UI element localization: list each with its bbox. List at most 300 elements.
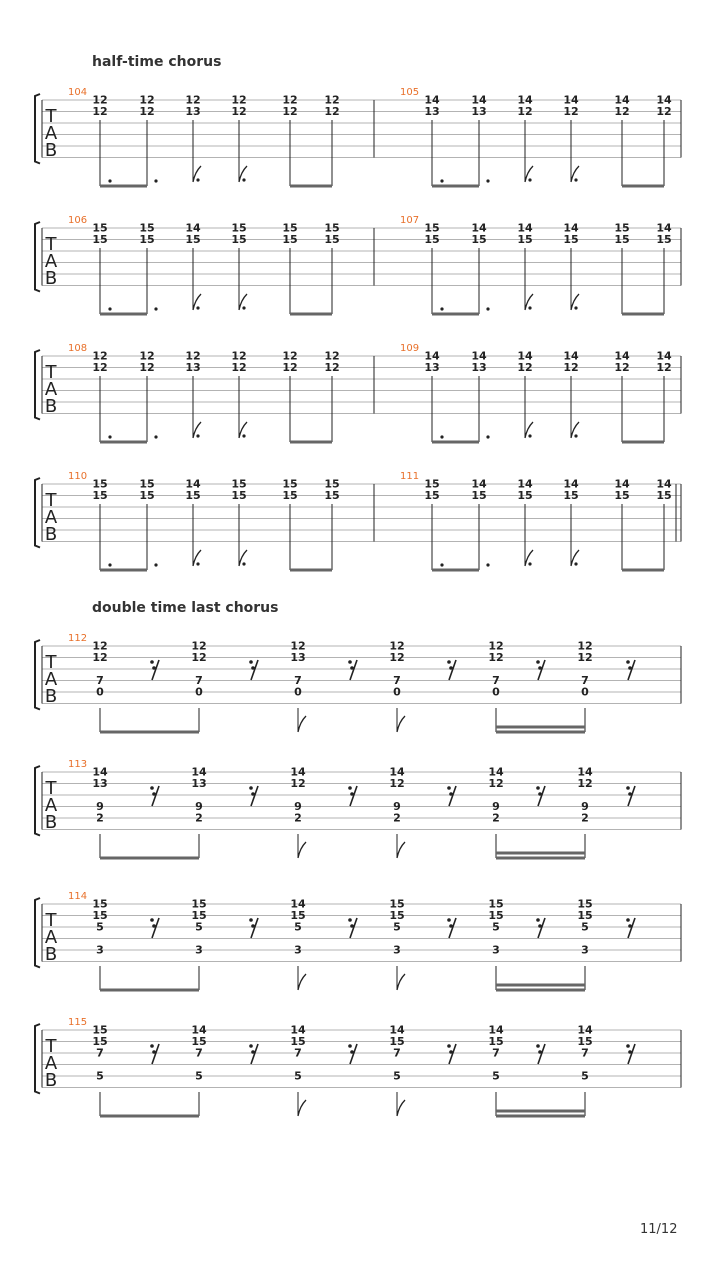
fret-number: 12: [92, 349, 108, 363]
dotted-note-dot: [242, 306, 245, 309]
fret-number: 2: [294, 811, 302, 825]
fret-number: 14: [389, 765, 405, 779]
note-flag: [397, 842, 405, 858]
fret-number: 12: [517, 105, 533, 118]
fret-number: 14: [614, 349, 630, 363]
fret-number: 15: [282, 477, 298, 491]
fret-number: 12: [614, 105, 630, 118]
section-title-double-time: double time last chorus: [92, 600, 279, 616]
fret-number: 12: [139, 105, 155, 118]
fret-number: 15: [185, 233, 201, 246]
fret-number: 15: [92, 1035, 108, 1048]
tab-system: [35, 759, 681, 858]
fret-number: 12: [185, 349, 201, 363]
fret-number: 12: [577, 651, 593, 664]
dotted-note-dot: [108, 307, 111, 310]
rest-symbol: [536, 660, 540, 664]
fret-number: 0: [96, 685, 104, 699]
fret-number: 12: [324, 93, 340, 107]
fret-number: 5: [581, 1069, 589, 1083]
system-bracket: [35, 478, 40, 548]
fret-number: 13: [424, 105, 440, 118]
measure-number: 112: [68, 633, 88, 644]
note-flag: [298, 974, 306, 990]
dotted-note-dot: [154, 563, 157, 566]
tab-clef-letter: A: [44, 123, 58, 144]
fret-number: 15: [92, 233, 108, 246]
dotted-note-dot: [486, 563, 489, 566]
fret-number: 5: [393, 1069, 401, 1083]
system-bracket: [35, 350, 40, 420]
rest-symbol: [536, 786, 540, 790]
fret-number: 12: [139, 361, 155, 374]
tab-clef-letter: B: [44, 396, 58, 417]
fret-number: 9: [581, 800, 589, 813]
fret-number: 15: [656, 489, 672, 502]
fret-number: 13: [290, 651, 306, 664]
dotted-note-dot: [574, 306, 577, 309]
fret-number: 3: [492, 943, 500, 957]
dotted-note-dot: [242, 434, 245, 437]
fret-number: 12: [231, 105, 247, 118]
fret-number: 5: [492, 920, 500, 934]
fret-number: 12: [517, 361, 533, 374]
fret-number: 3: [393, 943, 401, 957]
fret-number: 14: [563, 477, 579, 491]
dotted-note-dot: [440, 179, 443, 182]
fret-number: 12: [92, 361, 108, 374]
system-bracket: [35, 766, 40, 836]
fret-number: 12: [488, 639, 504, 653]
fret-number: 15: [517, 233, 533, 246]
fret-number: 15: [563, 489, 579, 502]
fret-number: 2: [96, 811, 104, 825]
fret-number: 15: [577, 897, 593, 911]
fret-number: 15: [324, 233, 340, 246]
fret-number: 14: [563, 349, 579, 363]
tab-clef-letter: T: [45, 362, 57, 383]
fret-number: 14: [92, 765, 108, 779]
page-number: 11/12: [640, 1222, 678, 1237]
fret-number: 5: [492, 1069, 500, 1083]
dotted-note-dot: [486, 307, 489, 310]
fret-number: 15: [488, 1035, 504, 1048]
dotted-note-dot: [196, 562, 199, 565]
fret-number: 15: [191, 897, 207, 911]
fret-number: 2: [195, 811, 203, 825]
measure-number: 111: [400, 471, 420, 482]
system-bracket: [35, 222, 40, 292]
fret-number: 5: [294, 1069, 302, 1083]
measure-number: 108: [68, 343, 88, 354]
tab-clef-letter: A: [44, 927, 58, 948]
system-bracket: [35, 94, 40, 164]
fret-number: 7: [393, 674, 401, 687]
dotted-note-dot: [154, 435, 157, 438]
tab-clef-letter: B: [44, 1070, 58, 1091]
measure-number: 104: [68, 87, 88, 98]
fret-number: 14: [488, 1023, 504, 1037]
fret-number: 14: [517, 477, 533, 491]
fret-number: 12: [324, 361, 340, 374]
fret-number: 15: [191, 1035, 207, 1048]
tab-system: [35, 343, 681, 442]
fret-number: 12: [282, 361, 298, 374]
fret-number: 12: [231, 93, 247, 107]
fret-number: 15: [389, 897, 405, 911]
fret-number: 3: [581, 943, 589, 957]
fret-number: 13: [92, 777, 108, 790]
fret-number: 15: [92, 221, 108, 235]
fret-number: 14: [614, 93, 630, 107]
rest-symbol: [348, 918, 352, 922]
fret-number: 15: [191, 909, 207, 922]
fret-number: 9: [195, 800, 203, 813]
fret-number: 15: [290, 1035, 306, 1048]
dotted-note-dot: [196, 434, 199, 437]
rest-symbol: [150, 1044, 154, 1048]
dotted-note-dot: [574, 178, 577, 181]
dotted-note-dot: [196, 178, 199, 181]
fret-number: 13: [471, 105, 487, 118]
fret-number: 15: [92, 489, 108, 502]
fret-number: 12: [231, 361, 247, 374]
dotted-note-dot: [196, 306, 199, 309]
measure-number: 106: [68, 215, 88, 226]
tab-clef-letter: A: [44, 1053, 58, 1074]
fret-number: 15: [92, 897, 108, 911]
fret-number: 13: [471, 361, 487, 374]
rest-symbol: [447, 918, 451, 922]
rest-symbol: [150, 918, 154, 922]
fret-number: 15: [389, 1035, 405, 1048]
fret-number: 15: [231, 221, 247, 235]
dotted-note-dot: [108, 179, 111, 182]
fret-number: 5: [581, 920, 589, 934]
tab-clef-letter: A: [44, 507, 58, 528]
fret-number: 12: [290, 777, 306, 790]
fret-number: 15: [231, 489, 247, 502]
fret-number: 7: [195, 674, 203, 687]
fret-number: 15: [290, 909, 306, 922]
fret-number: 14: [517, 349, 533, 363]
fret-number: 15: [424, 489, 440, 502]
fret-number: 7: [492, 674, 500, 687]
fret-number: 15: [139, 221, 155, 235]
fret-number: 5: [96, 1069, 104, 1083]
rest-symbol: [348, 1044, 352, 1048]
fret-number: 0: [195, 685, 203, 699]
fret-number: 14: [389, 1023, 405, 1037]
tab-clef-letter: B: [44, 268, 58, 289]
rest-symbol: [447, 786, 451, 790]
fret-number: 13: [185, 105, 201, 118]
fret-number: 14: [290, 897, 306, 911]
fret-number: 12: [324, 349, 340, 363]
fret-number: 7: [581, 674, 589, 687]
tab-clef-letter: B: [44, 140, 58, 161]
fret-number: 12: [488, 651, 504, 664]
system-bracket: [35, 898, 40, 968]
dotted-note-dot: [108, 435, 111, 438]
fret-number: 15: [488, 897, 504, 911]
fret-number: 2: [581, 811, 589, 825]
fret-number: 14: [656, 93, 672, 107]
system-bracket: [35, 1024, 40, 1094]
measure-number: 109: [400, 343, 420, 354]
fret-number: 14: [471, 477, 487, 491]
fret-number: 13: [191, 777, 207, 790]
fret-number: 3: [294, 943, 302, 957]
fret-number: 15: [92, 477, 108, 491]
dotted-note-dot: [528, 178, 531, 181]
fret-number: 15: [282, 221, 298, 235]
fret-number: 12: [92, 639, 108, 653]
fret-number: 15: [577, 1035, 593, 1048]
fret-number: 7: [195, 1046, 203, 1060]
fret-number: 12: [389, 639, 405, 653]
tab-clef-letter: B: [44, 812, 58, 833]
fret-number: 14: [290, 1023, 306, 1037]
tab-system: [35, 471, 681, 570]
fret-number: 7: [492, 1046, 500, 1060]
measure-number: 110: [68, 471, 88, 482]
fret-number: 9: [96, 800, 104, 813]
fret-number: 12: [282, 349, 298, 363]
fret-number: 14: [577, 1023, 593, 1037]
fret-number: 9: [294, 800, 302, 813]
fret-number: 15: [424, 221, 440, 235]
fret-number: 15: [139, 233, 155, 246]
dotted-note-dot: [242, 178, 245, 181]
fret-number: 5: [195, 1069, 203, 1083]
measure-number: 113: [68, 759, 88, 770]
fret-number: 7: [581, 1046, 589, 1060]
fret-number: 14: [517, 93, 533, 107]
fret-number: 0: [294, 685, 302, 699]
fret-number: 15: [324, 489, 340, 502]
fret-number: 15: [471, 489, 487, 502]
fret-number: 7: [393, 1046, 401, 1060]
rest-symbol: [249, 786, 253, 790]
fret-number: 15: [488, 909, 504, 922]
note-flag: [298, 1100, 306, 1116]
fret-number: 12: [282, 93, 298, 107]
dotted-note-dot: [486, 435, 489, 438]
fret-number: 15: [231, 233, 247, 246]
note-flag: [298, 842, 306, 858]
tab-system: [35, 633, 681, 732]
dotted-note-dot: [440, 435, 443, 438]
fret-number: 15: [282, 489, 298, 502]
note-flag: [397, 1100, 405, 1116]
section-title-half-time: half-time chorus: [92, 54, 222, 70]
rest-symbol: [249, 1044, 253, 1048]
fret-number: 15: [563, 233, 579, 246]
fret-number: 14: [185, 477, 201, 491]
fret-number: 14: [488, 765, 504, 779]
dotted-note-dot: [528, 306, 531, 309]
note-flag: [397, 974, 405, 990]
tab-clef-letter: B: [44, 524, 58, 545]
fret-number: 9: [393, 800, 401, 813]
fret-number: 12: [92, 651, 108, 664]
fret-number: 12: [656, 361, 672, 374]
fret-number: 15: [324, 221, 340, 235]
fret-number: 9: [492, 800, 500, 813]
rest-symbol: [626, 660, 630, 664]
rest-symbol: [249, 918, 253, 922]
measure-number: 107: [400, 215, 420, 226]
rest-symbol: [348, 660, 352, 664]
fret-number: 14: [563, 221, 579, 235]
tab-system: [35, 87, 681, 186]
rest-symbol: [536, 1044, 540, 1048]
tab-clef-letter: T: [45, 652, 57, 673]
fret-number: 12: [290, 639, 306, 653]
fret-number: 15: [231, 477, 247, 491]
rest-symbol: [150, 786, 154, 790]
fret-number: 14: [656, 477, 672, 491]
fret-number: 15: [92, 909, 108, 922]
tab-clef-letter: A: [44, 669, 58, 690]
tab-clef-letter: B: [44, 686, 58, 707]
fret-number: 15: [577, 909, 593, 922]
fret-number: 14: [471, 93, 487, 107]
dotted-note-dot: [108, 563, 111, 566]
fret-number: 15: [517, 489, 533, 502]
fret-number: 13: [424, 361, 440, 374]
fret-number: 12: [231, 349, 247, 363]
fret-number: 14: [614, 477, 630, 491]
fret-number: 14: [471, 349, 487, 363]
fret-number: 15: [424, 477, 440, 491]
measure-number: 115: [68, 1017, 88, 1028]
fret-number: 0: [492, 685, 500, 699]
fret-number: 12: [92, 93, 108, 107]
fret-number: 0: [581, 685, 589, 699]
fret-number: 12: [614, 361, 630, 374]
fret-number: 15: [471, 233, 487, 246]
fret-number: 14: [185, 221, 201, 235]
tab-clef-letter: B: [44, 944, 58, 965]
fret-number: 3: [195, 943, 203, 957]
fret-number: 2: [393, 811, 401, 825]
fret-number: 14: [191, 765, 207, 779]
fret-number: 0: [393, 685, 401, 699]
dotted-note-dot: [154, 307, 157, 310]
fret-number: 15: [324, 477, 340, 491]
fret-number: 7: [96, 674, 104, 687]
fret-number: 15: [139, 477, 155, 491]
fret-number: 12: [389, 651, 405, 664]
fret-number: 14: [424, 349, 440, 363]
tab-clef-letter: T: [45, 1036, 57, 1057]
system-bracket: [35, 640, 40, 710]
dotted-note-dot: [528, 562, 531, 565]
fret-number: 15: [139, 489, 155, 502]
measure-number: 105: [400, 87, 420, 98]
fret-number: 12: [191, 639, 207, 653]
dotted-note-dot: [154, 179, 157, 182]
fret-number: 12: [139, 349, 155, 363]
fret-number: 15: [424, 233, 440, 246]
fret-number: 3: [96, 943, 104, 957]
fret-number: 13: [185, 361, 201, 374]
tab-system: [35, 891, 681, 990]
fret-number: 5: [96, 920, 104, 934]
fret-number: 7: [294, 674, 302, 687]
rest-symbol: [447, 660, 451, 664]
rest-symbol: [249, 660, 253, 664]
rest-symbol: [626, 918, 630, 922]
fret-number: 12: [577, 639, 593, 653]
fret-number: 12: [577, 777, 593, 790]
tab-system: [35, 1017, 681, 1116]
fret-number: 12: [488, 777, 504, 790]
fret-number: 12: [282, 105, 298, 118]
fret-number: 12: [139, 93, 155, 107]
rest-symbol: [447, 1044, 451, 1048]
dotted-note-dot: [528, 434, 531, 437]
rest-symbol: [536, 918, 540, 922]
fret-number: 14: [424, 93, 440, 107]
fret-number: 12: [656, 105, 672, 118]
tab-clef-letter: T: [45, 490, 57, 511]
fret-number: 15: [185, 489, 201, 502]
fret-number: 15: [282, 233, 298, 246]
fret-number: 14: [656, 221, 672, 235]
fret-number: 14: [563, 93, 579, 107]
tab-clef-letter: A: [44, 379, 58, 400]
note-flag: [298, 716, 306, 732]
dotted-note-dot: [574, 562, 577, 565]
tab-clef-letter: T: [45, 234, 57, 255]
fret-number: 15: [614, 489, 630, 502]
rest-symbol: [348, 786, 352, 790]
tab-clef-letter: T: [45, 910, 57, 931]
dotted-note-dot: [242, 562, 245, 565]
measure-number: 114: [68, 891, 88, 902]
fret-number: 5: [195, 920, 203, 934]
fret-number: 14: [656, 349, 672, 363]
fret-number: 5: [294, 920, 302, 934]
tab-system: [35, 215, 681, 314]
fret-number: 15: [614, 233, 630, 246]
fret-number: 12: [324, 105, 340, 118]
fret-number: 2: [492, 811, 500, 825]
fret-number: 14: [191, 1023, 207, 1037]
dotted-note-dot: [440, 307, 443, 310]
fret-number: 7: [294, 1046, 302, 1060]
fret-number: 12: [563, 105, 579, 118]
dotted-note-dot: [486, 179, 489, 182]
fret-number: 12: [185, 93, 201, 107]
rest-symbol: [626, 1044, 630, 1048]
fret-number: 14: [471, 221, 487, 235]
tab-clef-letter: T: [45, 106, 57, 127]
fret-number: 12: [389, 777, 405, 790]
fret-number: 14: [290, 765, 306, 779]
fret-number: 12: [191, 651, 207, 664]
fret-number: 15: [389, 909, 405, 922]
fret-number: 14: [577, 765, 593, 779]
fret-number: 15: [92, 1023, 108, 1037]
tab-clef-letter: A: [44, 251, 58, 272]
dotted-note-dot: [574, 434, 577, 437]
fret-number: 7: [96, 1046, 104, 1060]
tab-clef-letter: T: [45, 778, 57, 799]
